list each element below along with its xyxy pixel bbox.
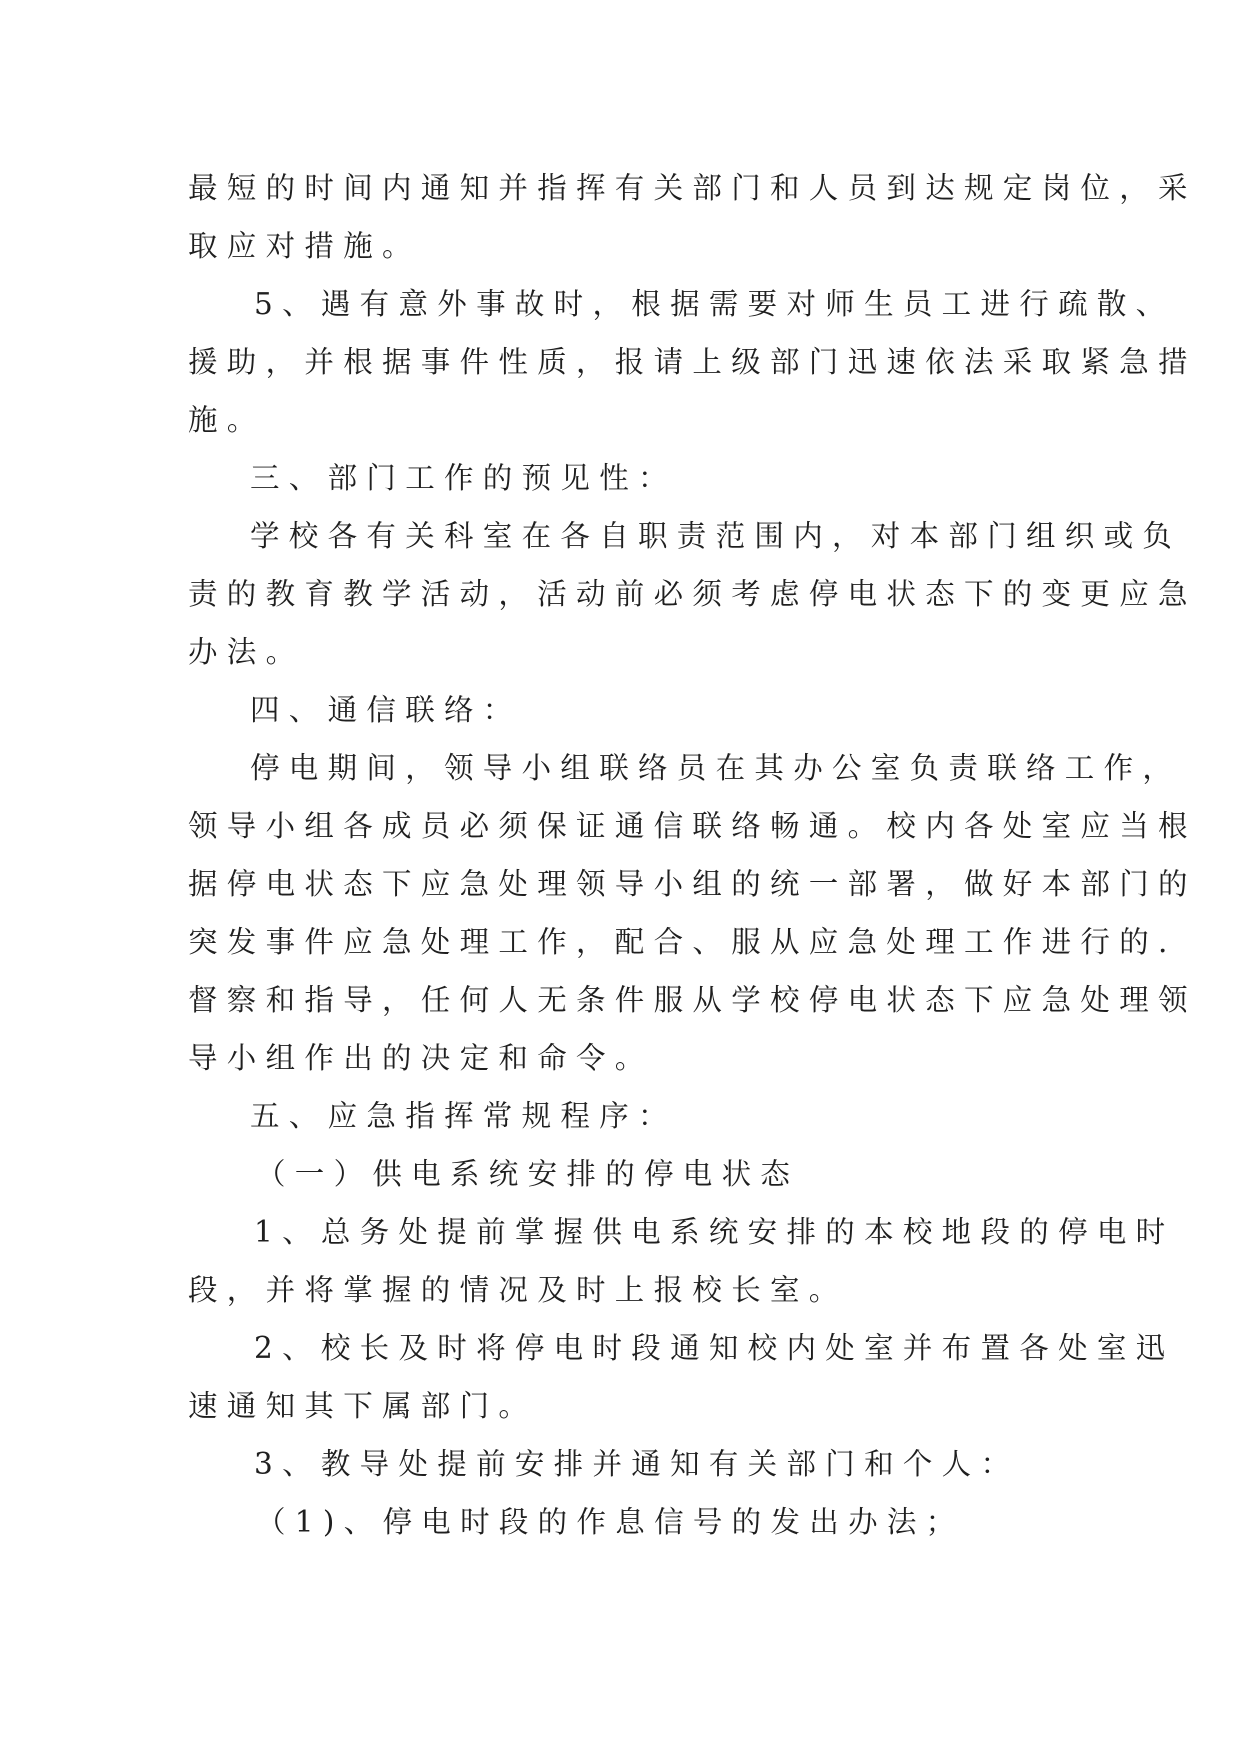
text-line-8: 责的教育教学活动，活动前必须考虑停电状态下的变更应急: [188, 577, 1197, 611]
text-line-5: 施。: [188, 403, 266, 437]
text-line-2: 取应对措施。: [188, 229, 421, 263]
text-line-15: 督察和指导，任何人无条件服从学校停电状态下应急处理领: [188, 983, 1197, 1017]
text-line-7: 学校各有关科室在各自职责范围内，对本部门组织或负: [250, 519, 1182, 553]
paragraph-item-5: 5、遇有意外事故时，根据需要对师生员工进行疏散、: [254, 287, 1175, 321]
text-line-14: 突发事件应急处理工作，配合、服从应急处理工作进行的.: [188, 925, 1177, 959]
paragraph-item-2: 2、校长及时将停电时段通知校内处室并布置各处室迅: [254, 1331, 1175, 1365]
paragraph-item-1: 1、总务处提前掌握供电系统安排的本校地段的停电时: [254, 1215, 1175, 1249]
text-line-9: 办法。: [188, 635, 305, 669]
text-line-12: 领导小组各成员必须保证通信联络畅通。校内各处室应当根: [188, 809, 1197, 843]
section-heading-5: 五、应急指挥常规程序：: [250, 1099, 677, 1133]
text-line-4: 援助，并根据事件性质，报请上级部门迅速依法采取紧急措: [188, 345, 1197, 379]
text-line-22: 速通知其下属部门。: [188, 1389, 538, 1423]
section-heading-3: 三、部门工作的预见性：: [250, 461, 677, 495]
text-line-20: 段，并将掌握的情况及时上报校长室。: [188, 1273, 848, 1307]
text-line-11: 停电期间，领导小组联络员在其办公室负责联络工作，: [250, 751, 1182, 785]
subsection-heading-1: （一）供电系统安排的停电状态: [256, 1157, 800, 1191]
section-heading-4: 四、通信联络：: [250, 693, 522, 727]
paragraph-subitem-1: （1)、停电时段的作息信号的发出办法；: [256, 1505, 965, 1539]
paragraph-item-3: 3、教导处提前安排并通知有关部门和个人：: [254, 1447, 1020, 1481]
text-line-13: 据停电状态下应急处理领导小组的统一部署，做好本部门的: [188, 867, 1197, 901]
text-line-16: 导小组作出的决定和命令。: [188, 1041, 654, 1075]
text-line-1: 最短的时间内通知并指挥有关部门和人员到达规定岗位，采: [188, 171, 1197, 205]
